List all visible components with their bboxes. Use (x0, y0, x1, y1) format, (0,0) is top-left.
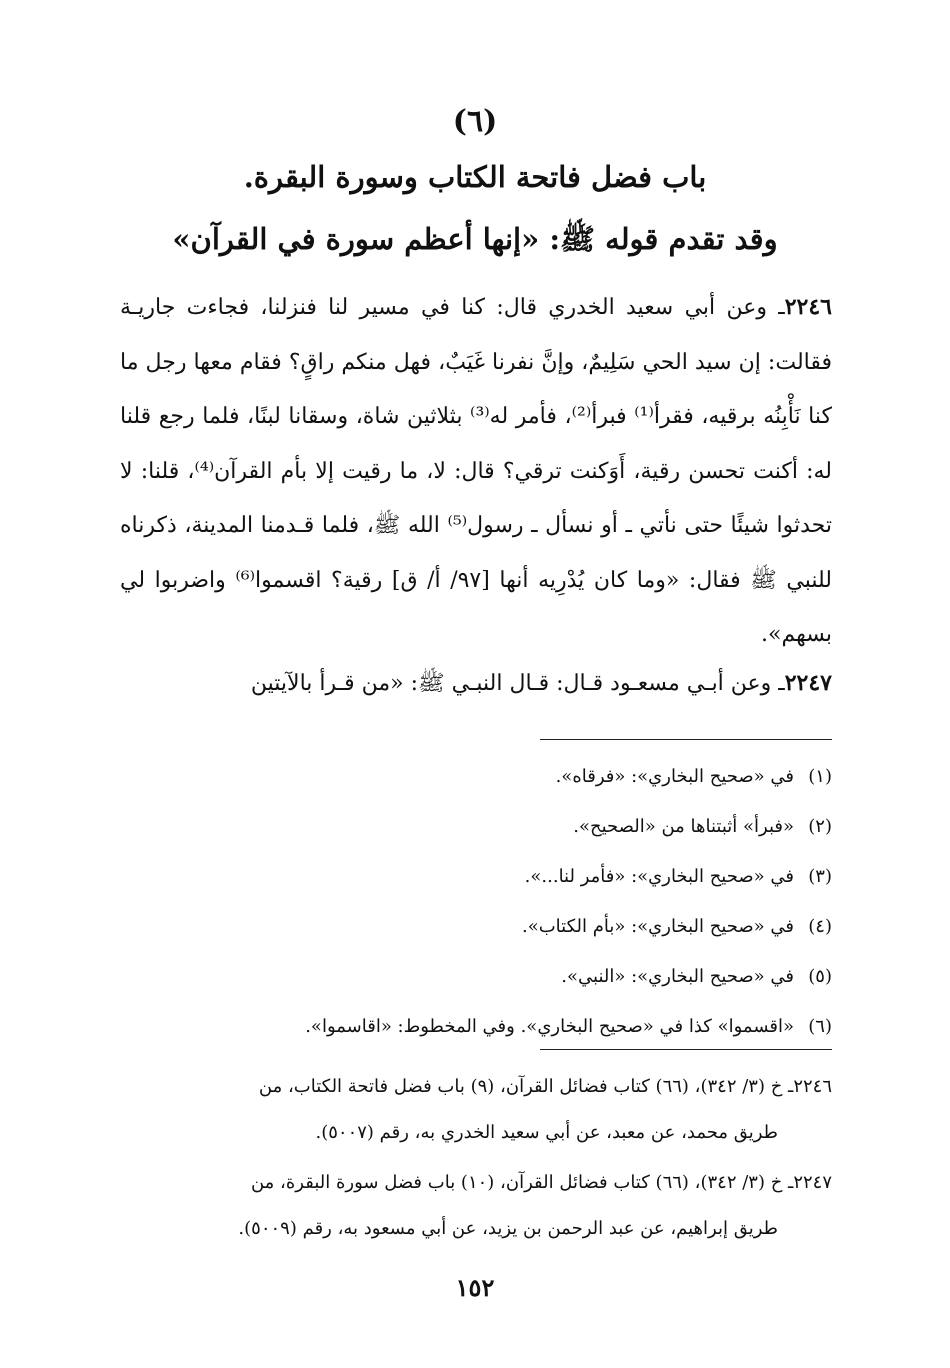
footnote-item (120, 752, 832, 802)
takhrij-divider (540, 1049, 832, 1050)
footnote-number: (٥) (808, 966, 832, 987)
footnote-number: (٢) (808, 816, 832, 837)
hadith-2247 (120, 656, 832, 712)
footnote-text: «اقسموا» كذا في «صحيح البخاري». وفي المخطوط: «اقاسموا». (305, 1016, 794, 1037)
takhrij-entry (130, 1064, 832, 1156)
footnote-item (120, 802, 832, 852)
hadith-text: ـ وعن أبي سعيد الخدري قال: كنا في مسير لنا فنزلنا، فجاءت جاريـة فقالت: إن سيد الحي سَلِيمٌ، وإنَّ نفرنا غَيَبٌ، فهل منكم راقٍ؟ فقام معها رجل ما كنا نَأْبِنُه برقيه، فقرأ⁽¹⁾ فبرأ⁽²⁾، فأمر له⁽³⁾ بثلاثين شاة، وسقانا لبنًا، فلما رجع قلنا له: أكنت تحسن رقية، أَوَكنت ترقي؟ قال: لا، ما رقيت إلا بأم القرآن⁽⁴⁾، قلنا: لا تحدثوا شيئًا حتى نأتي ـ أو نسأل ـ رسول⁽⁵⁾ الله ﷺ، فلما قـدمنا المدينة، ذكرناه للنبي ﷺ فقال: «وما كان يُدْرِيه أنها [٩٧/ أ/ ق] رقية؟ اقسموا⁽⁶⁾ واضربوا لي بسهم». (120, 295, 833, 647)
footnote-number: (٦) (808, 1016, 832, 1037)
takhrij-line: طريق إبراهيم، عن عبد الرحمن بن يزيد، عن أبي مسعود به، رقم (٥٠٠٩). (238, 1218, 778, 1239)
takhrij-section (130, 1064, 832, 1256)
footnote-text: «فبرأ» أثبتناها من «الصحيح». (573, 816, 794, 837)
hadith-2246 (120, 280, 832, 663)
footnote-text: في «صحيح البخاري»: «النبي». (561, 966, 794, 987)
chapter-subtitle: وقد تقدم قوله ﷺ: «إنها أعظم سورة في القرآن» (172, 222, 778, 256)
footnote-text: في «صحيح البخاري»: «فرقاه». (555, 766, 794, 787)
hadith-number: ٢٢٤٧ (784, 670, 832, 696)
footnote-divider (540, 739, 832, 740)
takhrij-entry (130, 1160, 832, 1252)
footnote-item (120, 902, 832, 952)
takhrij-line: ٢٢٤٧ـ خ (٣/ ٣٤٢)، (٦٦) كتاب فضائل القرآن، (١٠) باب فضل سورة البقرة، من (250, 1172, 832, 1193)
hadith-text: ـ وعن أبـي مسعـود قـال: قـال النبـي ﷺ: «من قـرأ بالآيتين (250, 671, 785, 696)
takhrij-line: طريق محمد، عن معبد، عن أبي سعيد الخدري به، رقم (٥٠٠٧). (315, 1122, 778, 1143)
page-number: ١٥٢ (455, 1273, 495, 1302)
footnote-number: (١) (808, 766, 832, 787)
footnote-item (120, 1002, 832, 1052)
footnote-item (120, 852, 832, 902)
footnote-number: (٣) (808, 866, 832, 887)
footnote-number: (٤) (808, 916, 832, 937)
footnote-text: في «صحيح البخاري»: «بأم الكتاب». (521, 916, 794, 937)
chapter-title: باب فضل فاتحة الكتاب وسورة البقرة. (243, 160, 707, 194)
footnote-text: في «صحيح البخاري»: «فأمر لنا...». (524, 866, 794, 887)
chapter-number: (٦) (452, 104, 498, 139)
takhrij-line: ٢٢٤٦ـ خ (٣/ ٣٤٢)، (٦٦) كتاب فضائل القرآن، (٩) باب فضل فاتحة الكتاب، من (258, 1076, 832, 1097)
footnote-item (120, 952, 832, 1002)
hadith-number: ٢٢٤٦ (784, 294, 832, 320)
footnotes-list (120, 752, 832, 1052)
